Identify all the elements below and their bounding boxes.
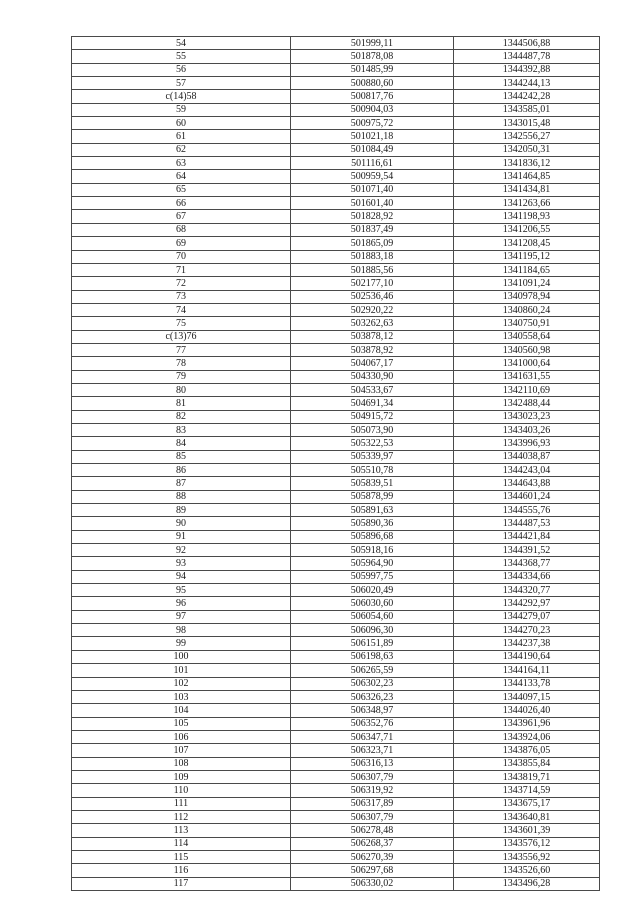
point-number-cell: 89 bbox=[72, 504, 291, 517]
y-coordinate-cell: 1344133,78 bbox=[454, 677, 600, 690]
x-coordinate-cell: 506302,23 bbox=[291, 677, 454, 690]
point-number-cell: 84 bbox=[72, 437, 291, 450]
y-coordinate-cell: 1343023,23 bbox=[454, 410, 600, 423]
table-row bbox=[72, 330, 600, 343]
x-coordinate-cell: 505997,75 bbox=[291, 570, 454, 583]
y-coordinate-cell: 1344279,07 bbox=[454, 610, 600, 623]
table-row bbox=[72, 570, 600, 583]
y-coordinate-cell: 1340750,91 bbox=[454, 317, 600, 330]
point-number-cell: 78 bbox=[72, 357, 291, 370]
y-coordinate-cell: 1341434,81 bbox=[454, 183, 600, 196]
x-coordinate-cell: 506319,92 bbox=[291, 784, 454, 797]
table-row bbox=[72, 864, 600, 877]
x-coordinate-cell: 506316,13 bbox=[291, 757, 454, 770]
y-coordinate-cell: 1344601,24 bbox=[454, 490, 600, 503]
y-coordinate-cell: 1343675,17 bbox=[454, 797, 600, 810]
y-coordinate-cell: 1341091,24 bbox=[454, 277, 600, 290]
y-coordinate-cell: 1341198,93 bbox=[454, 210, 600, 223]
point-number-cell: 65 bbox=[72, 183, 291, 196]
x-coordinate-cell: 506268,37 bbox=[291, 837, 454, 850]
table-row bbox=[72, 370, 600, 383]
x-coordinate-cell: 506323,71 bbox=[291, 744, 454, 757]
y-coordinate-cell: 1341208,45 bbox=[454, 237, 600, 250]
x-coordinate-cell: 506265,59 bbox=[291, 664, 454, 677]
table-row bbox=[72, 664, 600, 677]
point-number-cell: 85 bbox=[72, 450, 291, 463]
point-number-cell: 107 bbox=[72, 744, 291, 757]
table-row bbox=[72, 504, 600, 517]
table-row bbox=[72, 157, 600, 170]
x-coordinate-cell: 506348,97 bbox=[291, 704, 454, 717]
y-coordinate-cell: 1343876,05 bbox=[454, 744, 600, 757]
table-row bbox=[72, 717, 600, 730]
x-coordinate-cell: 506326,23 bbox=[291, 690, 454, 703]
y-coordinate-cell: 1344292,97 bbox=[454, 597, 600, 610]
point-number-cell: 98 bbox=[72, 624, 291, 637]
table-row bbox=[72, 250, 600, 263]
table-row bbox=[72, 37, 600, 50]
point-number-cell: 64 bbox=[72, 170, 291, 183]
x-coordinate-cell: 501878,08 bbox=[291, 50, 454, 63]
table-row bbox=[72, 784, 600, 797]
table-row bbox=[72, 597, 600, 610]
point-number-cell: 79 bbox=[72, 370, 291, 383]
table-row bbox=[72, 263, 600, 276]
x-coordinate-cell: 506307,79 bbox=[291, 770, 454, 783]
y-coordinate-cell: 1340560,98 bbox=[454, 343, 600, 356]
x-coordinate-cell: 505878,99 bbox=[291, 490, 454, 503]
table-row bbox=[72, 464, 600, 477]
x-coordinate-cell: 501071,40 bbox=[291, 183, 454, 196]
x-coordinate-cell: 500817,76 bbox=[291, 90, 454, 103]
y-coordinate-cell: 1344026,40 bbox=[454, 704, 600, 717]
y-coordinate-cell: 1341000,64 bbox=[454, 357, 600, 370]
point-number-cell: 66 bbox=[72, 197, 291, 210]
table-row bbox=[72, 410, 600, 423]
y-coordinate-cell: 1343601,39 bbox=[454, 824, 600, 837]
table-row bbox=[72, 317, 600, 330]
x-coordinate-cell: 504691,34 bbox=[291, 397, 454, 410]
table-row bbox=[72, 343, 600, 356]
x-coordinate-cell: 505890,36 bbox=[291, 517, 454, 530]
coordinates-table-body bbox=[72, 37, 600, 891]
y-coordinate-cell: 1342488,44 bbox=[454, 397, 600, 410]
point-number-cell: 102 bbox=[72, 677, 291, 690]
point-number-cell: 93 bbox=[72, 557, 291, 570]
y-coordinate-cell: 1344320,77 bbox=[454, 584, 600, 597]
point-number-cell: 71 bbox=[72, 263, 291, 276]
point-number-cell: 95 bbox=[72, 584, 291, 597]
table-row bbox=[72, 650, 600, 663]
x-coordinate-cell: 506020,49 bbox=[291, 584, 454, 597]
y-coordinate-cell: 1344334,66 bbox=[454, 570, 600, 583]
point-number-cell: 91 bbox=[72, 530, 291, 543]
point-number-cell: 61 bbox=[72, 130, 291, 143]
coordinates-table bbox=[71, 36, 600, 891]
x-coordinate-cell: 501865,09 bbox=[291, 237, 454, 250]
table-row bbox=[72, 117, 600, 130]
point-number-cell: c(14)58 bbox=[72, 90, 291, 103]
table-row bbox=[72, 837, 600, 850]
point-number-cell: 59 bbox=[72, 103, 291, 116]
table-row bbox=[72, 437, 600, 450]
point-number-cell: 115 bbox=[72, 850, 291, 863]
table-row bbox=[72, 357, 600, 370]
y-coordinate-cell: 1343496,28 bbox=[454, 877, 600, 890]
point-number-cell: 112 bbox=[72, 810, 291, 823]
table-row bbox=[72, 770, 600, 783]
point-number-cell: 55 bbox=[72, 50, 291, 63]
point-number-cell: 97 bbox=[72, 610, 291, 623]
table-row bbox=[72, 277, 600, 290]
x-coordinate-cell: 500975,72 bbox=[291, 117, 454, 130]
x-coordinate-cell: 505918,16 bbox=[291, 544, 454, 557]
table-row bbox=[72, 557, 600, 570]
point-number-cell: 110 bbox=[72, 784, 291, 797]
table-row bbox=[72, 303, 600, 316]
x-coordinate-cell: 501883,18 bbox=[291, 250, 454, 263]
y-coordinate-cell: 1344244,13 bbox=[454, 77, 600, 90]
y-coordinate-cell: 1343924,06 bbox=[454, 730, 600, 743]
point-number-cell: 56 bbox=[72, 63, 291, 76]
x-coordinate-cell: 505896,68 bbox=[291, 530, 454, 543]
point-number-cell: 72 bbox=[72, 277, 291, 290]
point-number-cell: 117 bbox=[72, 877, 291, 890]
point-number-cell: 103 bbox=[72, 690, 291, 703]
x-coordinate-cell: 501021,18 bbox=[291, 130, 454, 143]
x-coordinate-cell: 501828,92 bbox=[291, 210, 454, 223]
y-coordinate-cell: 1340860,24 bbox=[454, 303, 600, 316]
y-coordinate-cell: 1344391,52 bbox=[454, 544, 600, 557]
table-row bbox=[72, 730, 600, 743]
point-number-cell: 90 bbox=[72, 517, 291, 530]
x-coordinate-cell: 504533,67 bbox=[291, 383, 454, 396]
table-row bbox=[72, 690, 600, 703]
y-coordinate-cell: 1344237,38 bbox=[454, 637, 600, 650]
y-coordinate-cell: 1344643,88 bbox=[454, 477, 600, 490]
point-number-cell: 67 bbox=[72, 210, 291, 223]
y-coordinate-cell: 1344392,88 bbox=[454, 63, 600, 76]
y-coordinate-cell: 1343961,96 bbox=[454, 717, 600, 730]
y-coordinate-cell: 1343996,93 bbox=[454, 437, 600, 450]
x-coordinate-cell: 506270,39 bbox=[291, 850, 454, 863]
x-coordinate-cell: 505839,51 bbox=[291, 477, 454, 490]
y-coordinate-cell: 1344097,15 bbox=[454, 690, 600, 703]
x-coordinate-cell: 506352,76 bbox=[291, 717, 454, 730]
table-row bbox=[72, 624, 600, 637]
table-row bbox=[72, 810, 600, 823]
table-row bbox=[72, 757, 600, 770]
point-number-cell: 105 bbox=[72, 717, 291, 730]
point-number-cell: 113 bbox=[72, 824, 291, 837]
y-coordinate-cell: 1341195,12 bbox=[454, 250, 600, 263]
point-number-cell: 114 bbox=[72, 837, 291, 850]
table-row bbox=[72, 223, 600, 236]
y-coordinate-cell: 1341631,55 bbox=[454, 370, 600, 383]
y-coordinate-cell: 1343015,48 bbox=[454, 117, 600, 130]
y-coordinate-cell: 1343556,92 bbox=[454, 850, 600, 863]
x-coordinate-cell: 501116,61 bbox=[291, 157, 454, 170]
y-coordinate-cell: 1344421,84 bbox=[454, 530, 600, 543]
y-coordinate-cell: 1344487,78 bbox=[454, 50, 600, 63]
y-coordinate-cell: 1344242,28 bbox=[454, 90, 600, 103]
table-row bbox=[72, 103, 600, 116]
x-coordinate-cell: 503878,92 bbox=[291, 343, 454, 356]
x-coordinate-cell: 506317,89 bbox=[291, 797, 454, 810]
point-number-cell: 82 bbox=[72, 410, 291, 423]
y-coordinate-cell: 1344164,11 bbox=[454, 664, 600, 677]
x-coordinate-cell: 506297,68 bbox=[291, 864, 454, 877]
point-number-cell: 108 bbox=[72, 757, 291, 770]
point-number-cell: 75 bbox=[72, 317, 291, 330]
y-coordinate-cell: 1343576,12 bbox=[454, 837, 600, 850]
table-row bbox=[72, 824, 600, 837]
table-row bbox=[72, 677, 600, 690]
x-coordinate-cell: 502536,46 bbox=[291, 290, 454, 303]
x-coordinate-cell: 502920,22 bbox=[291, 303, 454, 316]
table-row bbox=[72, 544, 600, 557]
table-row bbox=[72, 383, 600, 396]
y-coordinate-cell: 1342556,27 bbox=[454, 130, 600, 143]
table-row bbox=[72, 637, 600, 650]
point-number-cell: 92 bbox=[72, 544, 291, 557]
y-coordinate-cell: 1343714,59 bbox=[454, 784, 600, 797]
y-coordinate-cell: 1344487,53 bbox=[454, 517, 600, 530]
y-coordinate-cell: 1344038,87 bbox=[454, 450, 600, 463]
x-coordinate-cell: 503262,63 bbox=[291, 317, 454, 330]
point-number-cell: 100 bbox=[72, 650, 291, 663]
x-coordinate-cell: 506096,30 bbox=[291, 624, 454, 637]
point-number-cell: 69 bbox=[72, 237, 291, 250]
x-coordinate-cell: 505510,78 bbox=[291, 464, 454, 477]
table-row bbox=[72, 517, 600, 530]
point-number-cell: 111 bbox=[72, 797, 291, 810]
point-number-cell: c(13)76 bbox=[72, 330, 291, 343]
x-coordinate-cell: 501084,49 bbox=[291, 143, 454, 156]
point-number-cell: 63 bbox=[72, 157, 291, 170]
point-number-cell: 116 bbox=[72, 864, 291, 877]
x-coordinate-cell: 506307,79 bbox=[291, 810, 454, 823]
x-coordinate-cell: 502177,10 bbox=[291, 277, 454, 290]
point-number-cell: 73 bbox=[72, 290, 291, 303]
y-coordinate-cell: 1343526,60 bbox=[454, 864, 600, 877]
y-coordinate-cell: 1341836,12 bbox=[454, 157, 600, 170]
point-number-cell: 94 bbox=[72, 570, 291, 583]
point-number-cell: 96 bbox=[72, 597, 291, 610]
y-coordinate-cell: 1342050,31 bbox=[454, 143, 600, 156]
point-number-cell: 104 bbox=[72, 704, 291, 717]
table-row bbox=[72, 197, 600, 210]
point-number-cell: 60 bbox=[72, 117, 291, 130]
table-row bbox=[72, 130, 600, 143]
table-row bbox=[72, 423, 600, 436]
x-coordinate-cell: 505964,90 bbox=[291, 557, 454, 570]
x-coordinate-cell: 505322,53 bbox=[291, 437, 454, 450]
x-coordinate-cell: 501999,11 bbox=[291, 37, 454, 50]
y-coordinate-cell: 1344555,76 bbox=[454, 504, 600, 517]
y-coordinate-cell: 1343403,26 bbox=[454, 423, 600, 436]
y-coordinate-cell: 1344243,04 bbox=[454, 464, 600, 477]
table-row bbox=[72, 170, 600, 183]
x-coordinate-cell: 506198,63 bbox=[291, 650, 454, 663]
table-row bbox=[72, 610, 600, 623]
table-row bbox=[72, 50, 600, 63]
table-row bbox=[72, 530, 600, 543]
table-row bbox=[72, 237, 600, 250]
point-number-cell: 68 bbox=[72, 223, 291, 236]
y-coordinate-cell: 1341206,55 bbox=[454, 223, 600, 236]
point-number-cell: 57 bbox=[72, 77, 291, 90]
y-coordinate-cell: 1343819,71 bbox=[454, 770, 600, 783]
point-number-cell: 88 bbox=[72, 490, 291, 503]
table-row bbox=[72, 490, 600, 503]
table-row bbox=[72, 143, 600, 156]
y-coordinate-cell: 1344190,64 bbox=[454, 650, 600, 663]
point-number-cell: 77 bbox=[72, 343, 291, 356]
x-coordinate-cell: 506278,48 bbox=[291, 824, 454, 837]
x-coordinate-cell: 501601,40 bbox=[291, 197, 454, 210]
y-coordinate-cell: 1342110,69 bbox=[454, 383, 600, 396]
x-coordinate-cell: 506054,60 bbox=[291, 610, 454, 623]
point-number-cell: 70 bbox=[72, 250, 291, 263]
point-number-cell: 54 bbox=[72, 37, 291, 50]
x-coordinate-cell: 500904,03 bbox=[291, 103, 454, 116]
point-number-cell: 106 bbox=[72, 730, 291, 743]
table-row bbox=[72, 290, 600, 303]
x-coordinate-cell: 506330,02 bbox=[291, 877, 454, 890]
table-row bbox=[72, 397, 600, 410]
y-coordinate-cell: 1343855,84 bbox=[454, 757, 600, 770]
point-number-cell: 83 bbox=[72, 423, 291, 436]
table-row bbox=[72, 210, 600, 223]
x-coordinate-cell: 506030,60 bbox=[291, 597, 454, 610]
y-coordinate-cell: 1343640,81 bbox=[454, 810, 600, 823]
y-coordinate-cell: 1344506,88 bbox=[454, 37, 600, 50]
x-coordinate-cell: 505073,90 bbox=[291, 423, 454, 436]
point-number-cell: 81 bbox=[72, 397, 291, 410]
x-coordinate-cell: 504330,90 bbox=[291, 370, 454, 383]
table-row bbox=[72, 90, 600, 103]
x-coordinate-cell: 500959,54 bbox=[291, 170, 454, 183]
table-row bbox=[72, 450, 600, 463]
x-coordinate-cell: 503878,12 bbox=[291, 330, 454, 343]
y-coordinate-cell: 1340978,94 bbox=[454, 290, 600, 303]
table-row bbox=[72, 183, 600, 196]
y-coordinate-cell: 1340558,64 bbox=[454, 330, 600, 343]
x-coordinate-cell: 505891,63 bbox=[291, 504, 454, 517]
point-number-cell: 101 bbox=[72, 664, 291, 677]
table-row bbox=[72, 850, 600, 863]
table-row bbox=[72, 744, 600, 757]
x-coordinate-cell: 501885,56 bbox=[291, 263, 454, 276]
y-coordinate-cell: 1341464,85 bbox=[454, 170, 600, 183]
y-coordinate-cell: 1343585,01 bbox=[454, 103, 600, 116]
point-number-cell: 87 bbox=[72, 477, 291, 490]
point-number-cell: 109 bbox=[72, 770, 291, 783]
x-coordinate-cell: 506151,89 bbox=[291, 637, 454, 650]
table-row bbox=[72, 704, 600, 717]
y-coordinate-cell: 1341184,65 bbox=[454, 263, 600, 276]
x-coordinate-cell: 500880,60 bbox=[291, 77, 454, 90]
table-row bbox=[72, 63, 600, 76]
y-coordinate-cell: 1344368,77 bbox=[454, 557, 600, 570]
y-coordinate-cell: 1341263,66 bbox=[454, 197, 600, 210]
table-row bbox=[72, 877, 600, 890]
x-coordinate-cell: 501485,99 bbox=[291, 63, 454, 76]
x-coordinate-cell: 501837,49 bbox=[291, 223, 454, 236]
table-row bbox=[72, 77, 600, 90]
point-number-cell: 86 bbox=[72, 464, 291, 477]
x-coordinate-cell: 504067,17 bbox=[291, 357, 454, 370]
table-row bbox=[72, 797, 600, 810]
x-coordinate-cell: 505339,97 bbox=[291, 450, 454, 463]
point-number-cell: 80 bbox=[72, 383, 291, 396]
y-coordinate-cell: 1344270,23 bbox=[454, 624, 600, 637]
point-number-cell: 99 bbox=[72, 637, 291, 650]
x-coordinate-cell: 506347,71 bbox=[291, 730, 454, 743]
table-row bbox=[72, 477, 600, 490]
point-number-cell: 74 bbox=[72, 303, 291, 316]
x-coordinate-cell: 504915,72 bbox=[291, 410, 454, 423]
point-number-cell: 62 bbox=[72, 143, 291, 156]
table-row bbox=[72, 584, 600, 597]
